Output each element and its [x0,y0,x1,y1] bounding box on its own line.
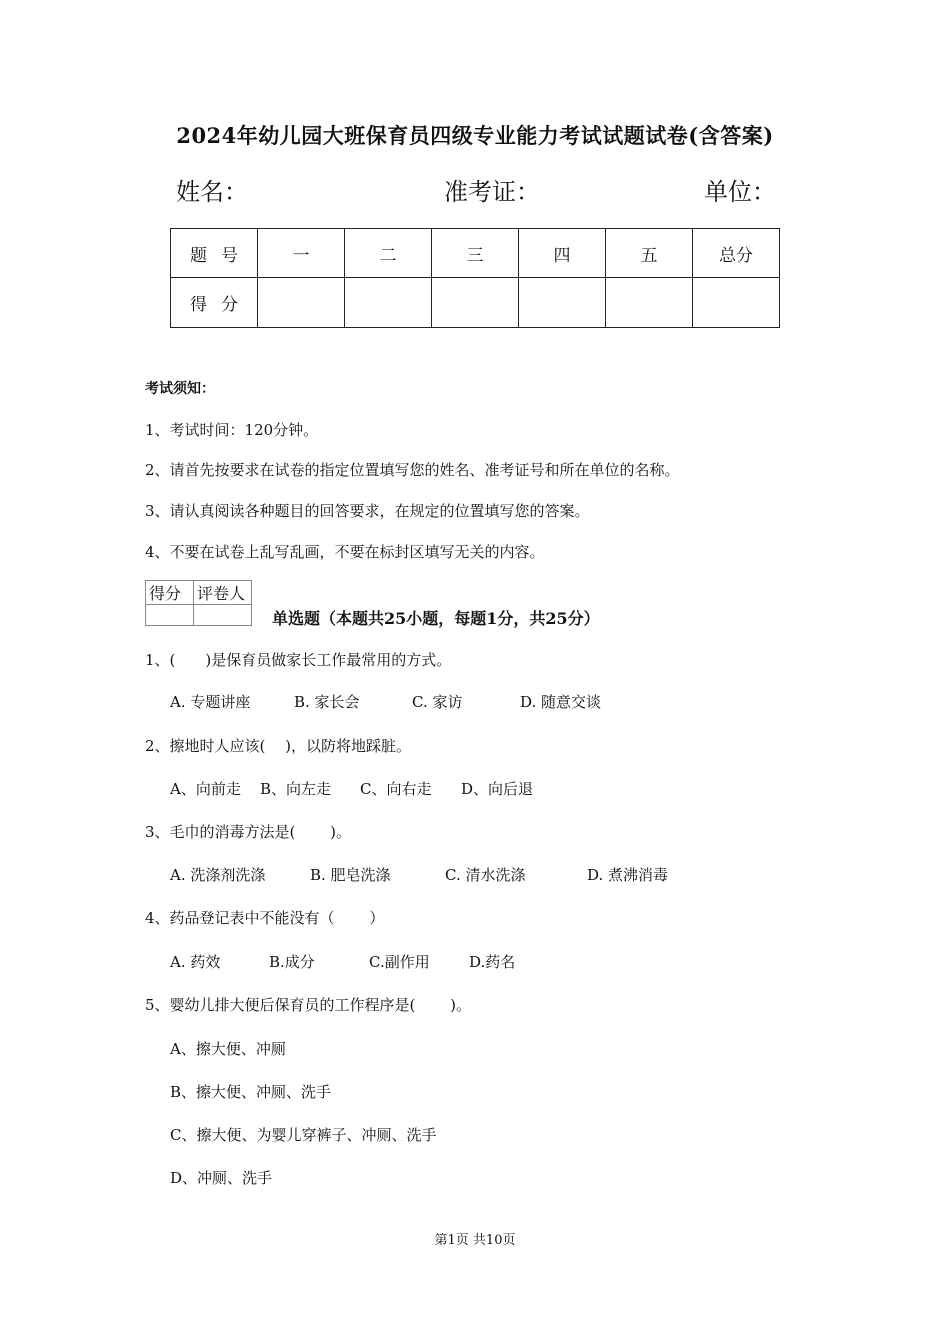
name-field-label: 姓名： [176,178,248,206]
grader-score-cell[interactable] [146,605,194,626]
score-table-header-row [171,229,780,278]
notice-item: 3、请认真阅读各种题目的回答要求，在规定的位置填写您的答案。 [145,502,590,520]
grader-score-label: 得分 [146,581,194,605]
option: A、向前走 [170,780,241,798]
column-header: 五 [606,229,693,278]
option: A、擦大便、冲厕 [170,1040,286,1058]
grader-reviewer-label: 评卷人 [194,581,252,605]
notice-item: 2、请首先按要求在试卷的指定位置填写您的姓名、准考证号和所在单位的名称。 [145,461,680,479]
option: A. 洗涤剂洗涤 [170,866,266,884]
option: D. 煮沸消毒 [587,866,669,884]
option: D、向后退 [461,780,534,798]
option: C、向右走 [360,780,432,798]
option: A. 药效 [170,953,221,971]
question-options [170,951,770,973]
option: C.副作用 [369,953,430,971]
column-header: 三 [432,229,519,278]
notice-item: 1、考试时间：120分钟。 [145,421,319,439]
column-header: 四 [519,229,606,278]
score-cell[interactable] [258,278,345,328]
score-cell[interactable] [345,278,432,328]
question-text: 5、婴幼儿排大便后保育员的工作程序是( )。 [145,996,472,1014]
page-title: 2024年幼儿园大班保育员四级专业能力考试试题试卷(含答案) [176,123,774,148]
section-title: 单选题（本题共25小题，每题1分，共25分） [272,609,600,628]
question-text: 2、擦地时人应该( )，以防将地踩脏。 [145,737,412,755]
column-header: 一 [258,229,345,278]
question-text: 3、毛巾的消毒方法是( )。 [145,823,352,841]
option: D.药名 [469,953,516,971]
option: C. 清水洗涤 [445,866,526,884]
column-header: 二 [345,229,432,278]
option: A. 专题讲座 [170,693,251,711]
option: B、向左走 [260,780,332,798]
option: B、擦大便、冲厕、洗手 [170,1083,332,1101]
question-text: 4、药品登记表中不能没有（ ） [145,909,385,927]
page-footer: 第1页 共10页 [434,1233,516,1248]
score-table [170,228,780,328]
score-cell[interactable] [693,278,780,328]
score-label: 得分 [171,278,258,328]
option: C. 家访 [412,693,463,711]
ticket-field-label: 准考证： [444,178,540,206]
score-cell[interactable] [432,278,519,328]
column-header: 总分 [693,229,780,278]
question-options [170,864,770,886]
question-text: 1、( )是保育员做家长工作最常用的方式。 [145,651,452,669]
option: D、冲厕、洗手 [170,1169,273,1187]
option: B.成分 [269,953,315,971]
notice-title: 考试须知： [145,381,215,397]
option: B. 肥皂洗涤 [310,866,391,884]
option: D. 随意交谈 [520,693,602,711]
score-table-score-row [171,278,780,328]
question-number-label: 题号 [171,229,258,278]
question-options [170,778,770,800]
unit-field-label: 单位： [704,178,776,206]
candidate-info-row [176,172,776,206]
option: C、擦大便、为婴儿穿裤子、冲厕、洗手 [170,1126,437,1144]
question-options [170,691,770,713]
score-cell[interactable] [519,278,606,328]
notice-item: 4、不要在试卷上乱写乱画，不要在标封区填写无关的内容。 [145,543,545,561]
score-cell[interactable] [606,278,693,328]
grader-reviewer-cell[interactable] [194,605,252,626]
grader-box [145,580,252,626]
option: B. 家长会 [294,693,360,711]
